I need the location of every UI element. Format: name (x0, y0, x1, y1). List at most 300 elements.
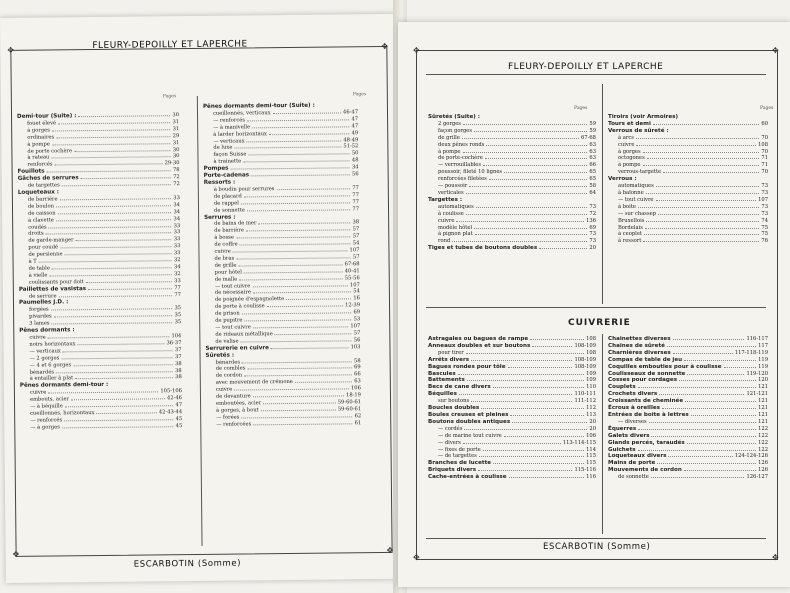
index-entry (428, 336, 596, 343)
dot-leader (54, 315, 173, 317)
entry-label: octogones (618, 155, 645, 162)
dot-leader (63, 350, 173, 352)
index-entry (428, 183, 596, 190)
index-entry (428, 211, 596, 218)
index-entry (608, 149, 768, 156)
dot-leader (239, 278, 343, 280)
entry-page-number: 77 (352, 198, 359, 206)
dot-leader (638, 387, 756, 388)
entry-page-number: 70 (761, 134, 768, 141)
index-entry (608, 176, 768, 183)
index-entry (428, 176, 596, 183)
entry-label: verrous-targette (618, 169, 662, 176)
index-entry (608, 357, 768, 364)
index-column (608, 336, 768, 481)
entry-page-number: 121 (758, 398, 768, 405)
entry-label: à baïonne (618, 189, 644, 196)
dot-leader (663, 172, 759, 173)
entry-page-number: 32 (174, 270, 181, 278)
dot-leader (47, 170, 171, 172)
dot-leader (244, 375, 352, 377)
entry-label: Tiges et tubes de boutons doubles (428, 245, 538, 252)
entry-label: cuivre (29, 334, 46, 341)
dot-leader (662, 408, 756, 409)
pages-label: Pages (574, 106, 588, 111)
index-entry (608, 364, 768, 371)
entry-page-number: 58 (353, 357, 361, 364)
entry-page-number: 48-49 (343, 136, 359, 143)
entry-page-number: 121-121 (746, 391, 768, 398)
dot-leader (276, 188, 350, 190)
corner-ornament-icon: ✥ (413, 553, 420, 562)
entry-page-number: 105-106 (160, 388, 182, 395)
entry-label: de grille (438, 134, 460, 141)
entry-label: à pompe (618, 162, 641, 169)
dot-leader (471, 401, 572, 402)
dot-leader (233, 250, 348, 252)
footer-rule (426, 538, 766, 539)
entry-label: — tout cuivre (215, 324, 251, 331)
index-entry (608, 336, 768, 343)
dot-leader (97, 412, 157, 414)
index-entry (608, 453, 768, 460)
entry-page-number: 107 (758, 196, 768, 203)
entry-label: — 2 gorges (29, 355, 60, 362)
dot-leader (466, 214, 588, 215)
entry-page-number: 45 (175, 415, 183, 423)
entry-label: coulissants pour doit (28, 278, 84, 286)
dot-leader (486, 145, 587, 146)
entry-page-number: 116 (586, 474, 596, 481)
pages-label: Pages (760, 106, 774, 111)
dot-leader (242, 361, 352, 363)
dot-leader (475, 234, 588, 235)
entry-page-number: 119-120 (746, 370, 768, 377)
entry-label: Loqueteaux divers (608, 453, 667, 460)
dot-leader (636, 145, 756, 146)
entry-page-number: 69 (354, 364, 361, 371)
entry-page-number: 32 (173, 257, 181, 264)
entry-label: de valise (215, 338, 239, 345)
entry-label: Croissants de cheminée (608, 398, 684, 405)
entry-label: — divers (438, 439, 461, 446)
dot-leader (684, 470, 756, 471)
dot-leader (253, 326, 349, 328)
entry-page-number: 48 (351, 157, 359, 164)
dot-leader (659, 394, 744, 395)
entry-label: de barrière (27, 196, 58, 203)
column-divider (602, 334, 603, 534)
index-entry (608, 128, 768, 135)
entry-label: de caisson (28, 210, 56, 217)
entry-label: de cordon (215, 372, 243, 380)
index-entry (428, 231, 596, 238)
index-entry (428, 377, 596, 384)
entry-label: Écrous à oreilles (608, 405, 660, 412)
entry-label: de persienne (28, 251, 63, 258)
entry-page-number: 59-60-61 (337, 399, 362, 406)
entry-page-number: 33 (173, 250, 181, 257)
entry-label: — diverses (618, 418, 647, 425)
dot-leader (466, 353, 584, 354)
dot-leader (463, 124, 587, 125)
dot-leader (673, 353, 733, 354)
dot-leader (56, 136, 171, 138)
dot-leader (247, 140, 342, 142)
entry-label: ordinaires (27, 134, 55, 141)
dot-leader (510, 415, 584, 416)
index-entry (428, 128, 596, 135)
entry-page-number: 59-60-61 (337, 406, 362, 413)
dot-leader (271, 347, 349, 349)
entry-label: cuivre (618, 141, 635, 148)
entry-label: renforcées filetées (438, 176, 487, 183)
entry-label: Compas de table de jeu (608, 356, 683, 363)
entry-page-number: 113-114-115 (562, 439, 596, 446)
entry-label: Astragales ou bagues de rampe (428, 336, 529, 342)
entry-label: — poussoir (438, 183, 468, 190)
entry-page-number: 116-117 (746, 336, 768, 342)
dot-leader (261, 409, 336, 411)
dot-leader (74, 150, 171, 152)
entry-page-number: 104 (171, 333, 182, 340)
entry-page-number: 110 (586, 384, 596, 391)
dot-leader (508, 367, 573, 368)
pages-label: Pages (352, 92, 367, 98)
dot-leader (456, 221, 584, 222)
index-entry (608, 433, 768, 440)
entry-label: de boulon (27, 203, 54, 210)
entry-label: — sur chassep (618, 210, 657, 217)
dot-leader (466, 193, 588, 194)
entry-page-number: 115 (586, 453, 596, 460)
dot-leader (76, 240, 172, 242)
entry-page-number: 33 (173, 243, 181, 250)
entry-page-number: 59 (589, 127, 596, 134)
dot-leader (643, 152, 760, 153)
dot-leader (679, 380, 756, 381)
entry-label: Becs de cane divers (428, 384, 491, 391)
dot-leader (51, 157, 170, 159)
entry-label: à vielle (28, 272, 48, 279)
dot-leader (258, 223, 350, 225)
index-entry (428, 453, 596, 460)
index-entry (608, 384, 768, 391)
entry-label: Fouillots (17, 168, 45, 176)
entry-label: de bains de mer (214, 220, 257, 228)
dot-leader (463, 152, 588, 153)
page-footer: ESCARBOTIN (Somme) (543, 542, 651, 552)
entry-label: Guichets (608, 446, 636, 453)
entry-page-number: 70 (761, 148, 768, 155)
dot-leader (656, 200, 757, 201)
entry-label: Bruxellois (618, 217, 645, 224)
dot-leader (673, 339, 745, 340)
entry-label: Boutons doubles antiques (428, 418, 511, 425)
entry-label: Paumelles J.D. : (18, 299, 69, 307)
entry-label: Verrous de sûreté : (608, 127, 669, 134)
entry-page-number: 62 (354, 413, 362, 420)
entry-label: à trainette (213, 158, 242, 166)
entry-page-number: 117-118-119 (734, 349, 768, 356)
entry-label: Pênes dormants : (19, 327, 75, 334)
entry-page-number: 35 (174, 319, 182, 326)
entry-label: à clavette (28, 217, 54, 224)
dot-leader (267, 306, 343, 308)
dot-leader (244, 195, 350, 197)
entry-label: façon Suisse (213, 151, 247, 159)
entry-page-number: 73 (589, 238, 596, 245)
entry-page-number: 108-109 (574, 342, 596, 349)
index-entry (608, 135, 768, 142)
entry-page-number: 60 (761, 120, 768, 127)
dot-leader (478, 470, 572, 471)
entry-label: Verrous : (608, 176, 637, 183)
corner-ornament-icon: ✥ (12, 549, 20, 559)
entry-page-number: 69 (589, 224, 596, 231)
dot-leader (539, 248, 587, 249)
dot-leader (638, 429, 756, 430)
entry-page-number: 122 (758, 446, 768, 453)
entry-page-number: 54 (352, 240, 360, 247)
entry-label: — à manivelle (213, 124, 251, 131)
entry-page-number: 65 (589, 169, 596, 176)
dot-leader (71, 398, 165, 400)
entry-label: Bagues rondes pour tôle (428, 363, 506, 370)
index-entry (428, 135, 596, 142)
entry-page-number: 75 (761, 231, 768, 238)
entry-label: — fixes de porte (438, 446, 481, 453)
entry-label: Boules creuses et pleines (428, 411, 509, 418)
entry-page-number: 42-43-44 (158, 409, 183, 416)
index-column (608, 114, 768, 245)
entry-page-number: 73 (761, 203, 768, 210)
entry-page-number: 38 (175, 374, 182, 381)
entry-label: Tours et demi (608, 120, 651, 127)
index-entry (428, 204, 596, 211)
entry-page-number: 121 (758, 411, 768, 418)
dot-leader (240, 243, 351, 245)
entry-label: Serrures : (204, 214, 236, 221)
index-column (17, 112, 182, 431)
entry-label: modèle hôtel (438, 224, 473, 231)
entry-label: à gorges (27, 127, 50, 134)
index-entry (608, 238, 768, 245)
dot-leader (481, 408, 584, 409)
entry-label: Entrées de boite à lettres (608, 411, 689, 418)
dot-leader (667, 346, 756, 347)
entry-label: de porte-cochère (438, 155, 483, 162)
entry-label: à gorges (618, 148, 641, 155)
entry-page-number: 20 (589, 425, 596, 432)
entry-page-number: 77 (174, 284, 181, 291)
dot-leader (638, 207, 759, 208)
entry-page-number: 109 (586, 370, 596, 377)
dot-leader (253, 292, 351, 294)
dot-leader (52, 129, 171, 131)
entry-page-number: 126 (758, 460, 768, 467)
index-entry (608, 426, 768, 433)
entry-label: Pênes dormants demi-tour (Suite) : (202, 102, 315, 110)
entry-label: de bras (214, 255, 235, 262)
dot-leader (464, 429, 587, 430)
entry-page-number: 108 (586, 349, 596, 356)
entry-page-number: 33 (174, 277, 181, 284)
dot-leader (236, 257, 351, 259)
entry-page-number: 71 (761, 155, 768, 162)
entry-label: avec mouvement de crémone (215, 379, 293, 387)
entry-label: de luxe (213, 145, 233, 152)
dot-leader (61, 357, 173, 359)
index-entry (608, 371, 768, 378)
dot-leader (236, 237, 351, 239)
dot-leader (48, 392, 158, 394)
corner-ornament-icon: ✥ (772, 46, 779, 55)
entry-label: à rateau (27, 154, 50, 162)
entry-page-number: 29-30 (164, 160, 180, 167)
entry-label: à ressort (618, 238, 642, 245)
entry-label: à boudin pour serrures (213, 186, 275, 193)
index-entry (428, 412, 596, 419)
dot-leader (81, 177, 171, 179)
entry-label: poussoir, fileté 10 lignes (438, 169, 503, 176)
entry-label: à pompe (438, 148, 461, 155)
entry-label: façon gorges (438, 127, 473, 134)
entry-page-number: 103 (350, 343, 361, 351)
entry-label: Coquilles embouties pour à coulisse (608, 363, 722, 370)
entry-label: de devanture (215, 393, 251, 400)
entry-page-number: 46-47 (343, 109, 359, 116)
dot-leader (241, 416, 352, 418)
entry-page-number: 49 (351, 129, 359, 136)
entry-page-number: 56 (353, 337, 361, 344)
dot-leader (636, 138, 760, 139)
entry-label: — tout cuivre (214, 282, 251, 290)
entry-label: bénardés (29, 368, 55, 376)
entry-page-number: 50 (351, 150, 359, 157)
entry-label: cuivre (29, 389, 47, 396)
dot-leader (646, 193, 760, 194)
index-entry (428, 419, 596, 426)
entry-label: à pignon plat (438, 231, 473, 238)
dot-leader (247, 368, 352, 370)
dot-leader (684, 360, 756, 361)
index-entry (608, 121, 768, 128)
entry-page-number: 76 (761, 238, 768, 245)
entry-page-number: 66 (354, 371, 361, 378)
entry-label: Tiroirs (voir Armoires) (608, 114, 679, 120)
entry-label: à pompe (27, 141, 50, 148)
entry-page-number: 72 (589, 210, 596, 217)
entry-label: de coffre (214, 241, 238, 248)
index-entry (608, 183, 768, 190)
dot-leader (532, 346, 572, 347)
entry-page-number: 117 (758, 342, 768, 349)
entry-label: embouts, acier (29, 396, 70, 403)
dot-leader (59, 295, 173, 297)
entry-page-number: 121 (758, 384, 768, 391)
entry-page-number: 66 (589, 162, 596, 169)
entry-label: — verticaux (29, 348, 61, 355)
dot-leader (39, 260, 172, 262)
entry-label: coudés (28, 224, 47, 231)
entry-page-number: 73 (761, 210, 768, 217)
dot-leader (646, 221, 759, 222)
pages-label: Pages (162, 94, 177, 100)
entry-page-number: 107 (349, 247, 360, 254)
entry-label: de malle (214, 276, 238, 283)
index-entry (608, 197, 768, 204)
entry-label: de rideaux métallique (215, 331, 273, 338)
entry-label: bénardes (215, 359, 241, 366)
dot-leader (273, 112, 341, 114)
index-entry (428, 190, 596, 197)
entry-label: Sûretés : (205, 352, 235, 359)
dot-leader (691, 415, 756, 416)
entry-label: de serrure (28, 292, 57, 300)
entry-label: — tout cuivre (618, 196, 654, 203)
entry-page-number: 47 (175, 402, 183, 409)
entry-label: cuivre (214, 248, 231, 255)
entry-page-number: 33 (173, 229, 181, 236)
dot-leader (269, 133, 350, 135)
dot-leader (65, 405, 174, 407)
dot-leader (483, 165, 587, 166)
entry-label: Bordelais (618, 224, 643, 231)
dot-leader (656, 186, 760, 187)
index-entry (608, 114, 768, 121)
entry-page-number: 30 (172, 112, 180, 119)
entry-page-number: 73 (761, 189, 768, 196)
entry-page-number: 75 (761, 224, 768, 231)
entry-label: Ressorts : (203, 179, 236, 186)
entry-label: Cosses pour cordages (608, 377, 678, 384)
entry-page-number: 69 (353, 309, 361, 316)
entry-label: — 4 et 6 gorges (29, 361, 72, 369)
dot-leader (247, 209, 351, 211)
entry-label: Battements (428, 377, 465, 384)
entry-page-number: 73 (761, 183, 768, 190)
dot-leader (243, 161, 350, 163)
dot-leader (474, 131, 587, 132)
entry-page-number: 126 (758, 467, 768, 474)
dot-leader (88, 288, 172, 290)
entry-page-number: 67-68 (344, 261, 360, 268)
entry-page-number: 73 (589, 203, 596, 210)
dot-leader (56, 371, 173, 373)
entry-page-number: 12-39 (345, 302, 361, 309)
entry-page-number: 136 (586, 217, 596, 224)
dot-leader (467, 380, 584, 381)
entry-label: à gorges, à bout (216, 407, 259, 414)
entry-page-number: 53 (353, 316, 361, 323)
entry-page-number: 34 (351, 164, 359, 171)
entry-page-number: 37 (174, 353, 182, 360)
index-entry (608, 343, 768, 350)
entry-page-number: 33 (173, 195, 180, 202)
entry-page-number: 47 (351, 116, 359, 123)
dot-leader (252, 285, 348, 287)
dot-leader (275, 333, 352, 335)
entry-page-number: 113 (586, 411, 596, 418)
entry-label: — à gorges (30, 424, 60, 431)
dot-leader (247, 119, 350, 121)
entry-label: 3 lames (29, 320, 50, 327)
dot-leader (52, 143, 171, 145)
entry-page-number: 63 (589, 155, 596, 162)
dot-leader (476, 207, 588, 208)
entry-label: sur boutons (438, 398, 470, 405)
